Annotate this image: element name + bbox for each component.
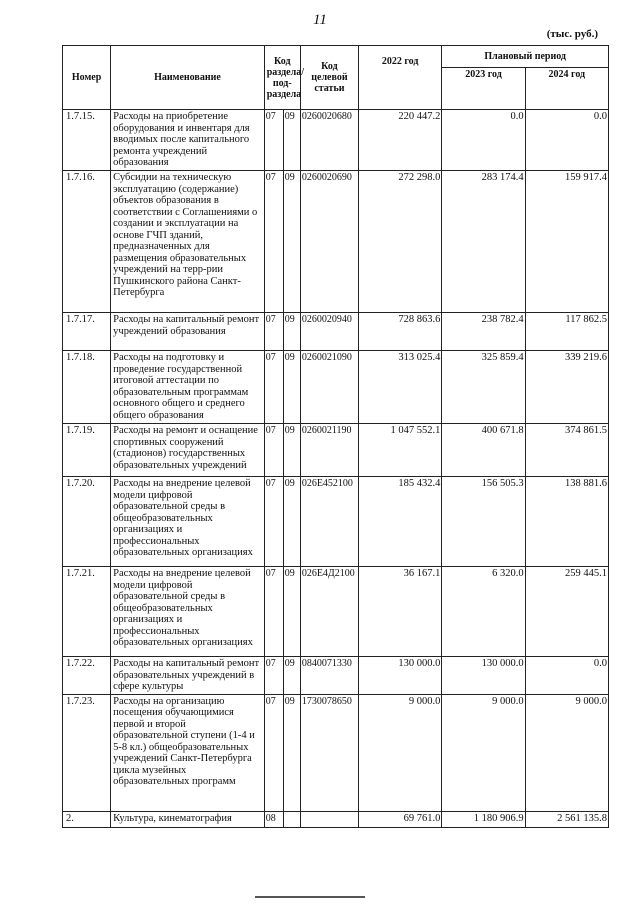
row-amount-2023: 156 505.3 <box>442 477 525 567</box>
row-target-code: 0260020940 <box>300 313 358 351</box>
row-amount-2022: 9 000.0 <box>359 694 442 811</box>
row-target-code: 0260020690 <box>300 171 358 313</box>
table-row <box>63 313 609 351</box>
header-section-code: Код раздела/ под-раздела <box>264 46 300 110</box>
row-number: 1.7.23. <box>63 694 111 811</box>
table-row <box>63 171 609 313</box>
row-amount-2024: 0.0 <box>525 657 608 695</box>
row-target-code: 0840071330 <box>300 657 358 695</box>
row-target-code: 026Е4Д2100 <box>300 567 358 657</box>
row-section: 07 <box>264 424 283 477</box>
row-subsection: 09 <box>283 657 300 695</box>
header-name: Наименование <box>111 46 265 110</box>
row-section: 07 <box>264 657 283 695</box>
row-number: 1.7.16. <box>63 171 111 313</box>
row-target-code <box>300 811 358 827</box>
row-subsection: 09 <box>283 477 300 567</box>
row-amount-2022: 220 447.2 <box>359 110 442 171</box>
row-amount-2022: 272 298.0 <box>359 171 442 313</box>
header-planning-period: Плановый период <box>442 46 609 68</box>
row-target-code: 1730078650 <box>300 694 358 811</box>
row-number: 1.7.17. <box>63 313 111 351</box>
row-amount-2024: 339 219.6 <box>525 351 608 424</box>
row-amount-2022: 36 167.1 <box>359 567 442 657</box>
header-year-2024: 2024 год <box>525 68 608 110</box>
row-amount-2023: 1 180 906.9 <box>442 811 525 827</box>
row-section: 07 <box>264 110 283 171</box>
table-row <box>63 694 609 811</box>
row-amount-2023: 0.0 <box>442 110 525 171</box>
row-amount-2024: 259 445.1 <box>525 567 608 657</box>
row-name: Расходы на капитальный ремонт образовательных учреждений в сфере культуры <box>111 657 265 695</box>
row-amount-2023: 283 174.4 <box>442 171 525 313</box>
row-amount-2024: 2 561 135.8 <box>525 811 608 827</box>
table-row <box>63 424 609 477</box>
row-amount-2023: 325 859.4 <box>442 351 525 424</box>
row-section: 07 <box>264 567 283 657</box>
row-amount-2023: 6 320.0 <box>442 567 525 657</box>
budget-table <box>62 45 609 828</box>
header-year-2023: 2023 год <box>442 68 525 110</box>
row-amount-2022: 313 025.4 <box>359 351 442 424</box>
row-number: 2. <box>63 811 111 827</box>
units-label: (тыс. руб.) <box>546 28 598 40</box>
row-target-code: 026Е452100 <box>300 477 358 567</box>
row-number: 1.7.22. <box>63 657 111 695</box>
row-name: Субсидии на техническую эксплуатацию (содержание) объектов образования в соответствии с Соглашениями о создании и эксплуатации на основе ГЧП зданий, предназначенных для размещения образовательных учреждений на терр-рии Пушкинского района Санкт-Петербурга <box>111 171 265 313</box>
row-amount-2023: 238 782.4 <box>442 313 525 351</box>
table-row <box>63 657 609 695</box>
row-amount-2023: 130 000.0 <box>442 657 525 695</box>
row-amount-2024: 159 917.4 <box>525 171 608 313</box>
row-subsection: 09 <box>283 313 300 351</box>
row-number: 1.7.15. <box>63 110 111 171</box>
row-section: 07 <box>264 477 283 567</box>
row-amount-2022: 185 432.4 <box>359 477 442 567</box>
row-amount-2024: 374 861.5 <box>525 424 608 477</box>
row-amount-2022: 69 761.0 <box>359 811 442 827</box>
row-section: 07 <box>264 694 283 811</box>
row-name: Расходы на организацию посещения обучающимися первой и второй образовательной ступени (1-4 и 5-8 кл.) общеобразовательных учреждений Санкт-Петербурга цикла музейных образовательных программ <box>111 694 265 811</box>
row-section: 08 <box>264 811 283 827</box>
row-number: 1.7.20. <box>63 477 111 567</box>
row-amount-2022: 1 047 552.1 <box>359 424 442 477</box>
header-target-code: Код целевой статьи <box>300 46 358 110</box>
table-row <box>63 351 609 424</box>
row-amount-2023: 400 671.8 <box>442 424 525 477</box>
row-amount-2022: 130 000.0 <box>359 657 442 695</box>
row-target-code: 0260021090 <box>300 351 358 424</box>
header-year-2022: 2022 год <box>359 46 442 110</box>
row-amount-2024: 117 862.5 <box>525 313 608 351</box>
row-name: Расходы на капитальный ремонт учреждений образования <box>111 313 265 351</box>
page-number: 11 <box>313 12 327 28</box>
row-name: Расходы на внедрение целевой модели цифровой образовательной среды в общеобразовательных организациях и профессиональных образовательных организациях <box>111 477 265 567</box>
row-subsection: 09 <box>283 567 300 657</box>
header-number: Номер <box>63 46 111 110</box>
row-name: Расходы на внедрение целевой модели цифровой образовательной среды в общеобразовательных организациях и профессиональных образовательных организациях <box>111 567 265 657</box>
row-section: 07 <box>264 351 283 424</box>
row-number: 1.7.18. <box>63 351 111 424</box>
row-subsection <box>283 811 300 827</box>
row-number: 1.7.21. <box>63 567 111 657</box>
page-bottom-mark <box>255 896 365 898</box>
row-name: Культура, кинематография <box>111 811 265 827</box>
table-row <box>63 477 609 567</box>
row-name: Расходы на приобретение оборудования и инвентаря для вводимых после капитального ремонта учреждений образования <box>111 110 265 171</box>
row-subsection: 09 <box>283 110 300 171</box>
row-subsection: 09 <box>283 424 300 477</box>
row-subsection: 09 <box>283 351 300 424</box>
row-subsection: 09 <box>283 694 300 811</box>
row-name: Расходы на подготовку и проведение государственной итоговой аттестации по образовательным программам основного общего и среднего общего образования <box>111 351 265 424</box>
row-amount-2024: 9 000.0 <box>525 694 608 811</box>
row-name: Расходы на ремонт и оснащение спортивных сооружений (стадионов) государственных образовательных учреждений <box>111 424 265 477</box>
table-row <box>63 110 609 171</box>
table-row <box>63 567 609 657</box>
row-amount-2022: 728 863.6 <box>359 313 442 351</box>
row-section: 07 <box>264 313 283 351</box>
table-row <box>63 811 609 827</box>
row-subsection: 09 <box>283 171 300 313</box>
row-amount-2023: 9 000.0 <box>442 694 525 811</box>
row-amount-2024: 138 881.6 <box>525 477 608 567</box>
row-number: 1.7.19. <box>63 424 111 477</box>
row-target-code: 0260021190 <box>300 424 358 477</box>
row-target-code: 0260020680 <box>300 110 358 171</box>
row-section: 07 <box>264 171 283 313</box>
row-amount-2024: 0.0 <box>525 110 608 171</box>
